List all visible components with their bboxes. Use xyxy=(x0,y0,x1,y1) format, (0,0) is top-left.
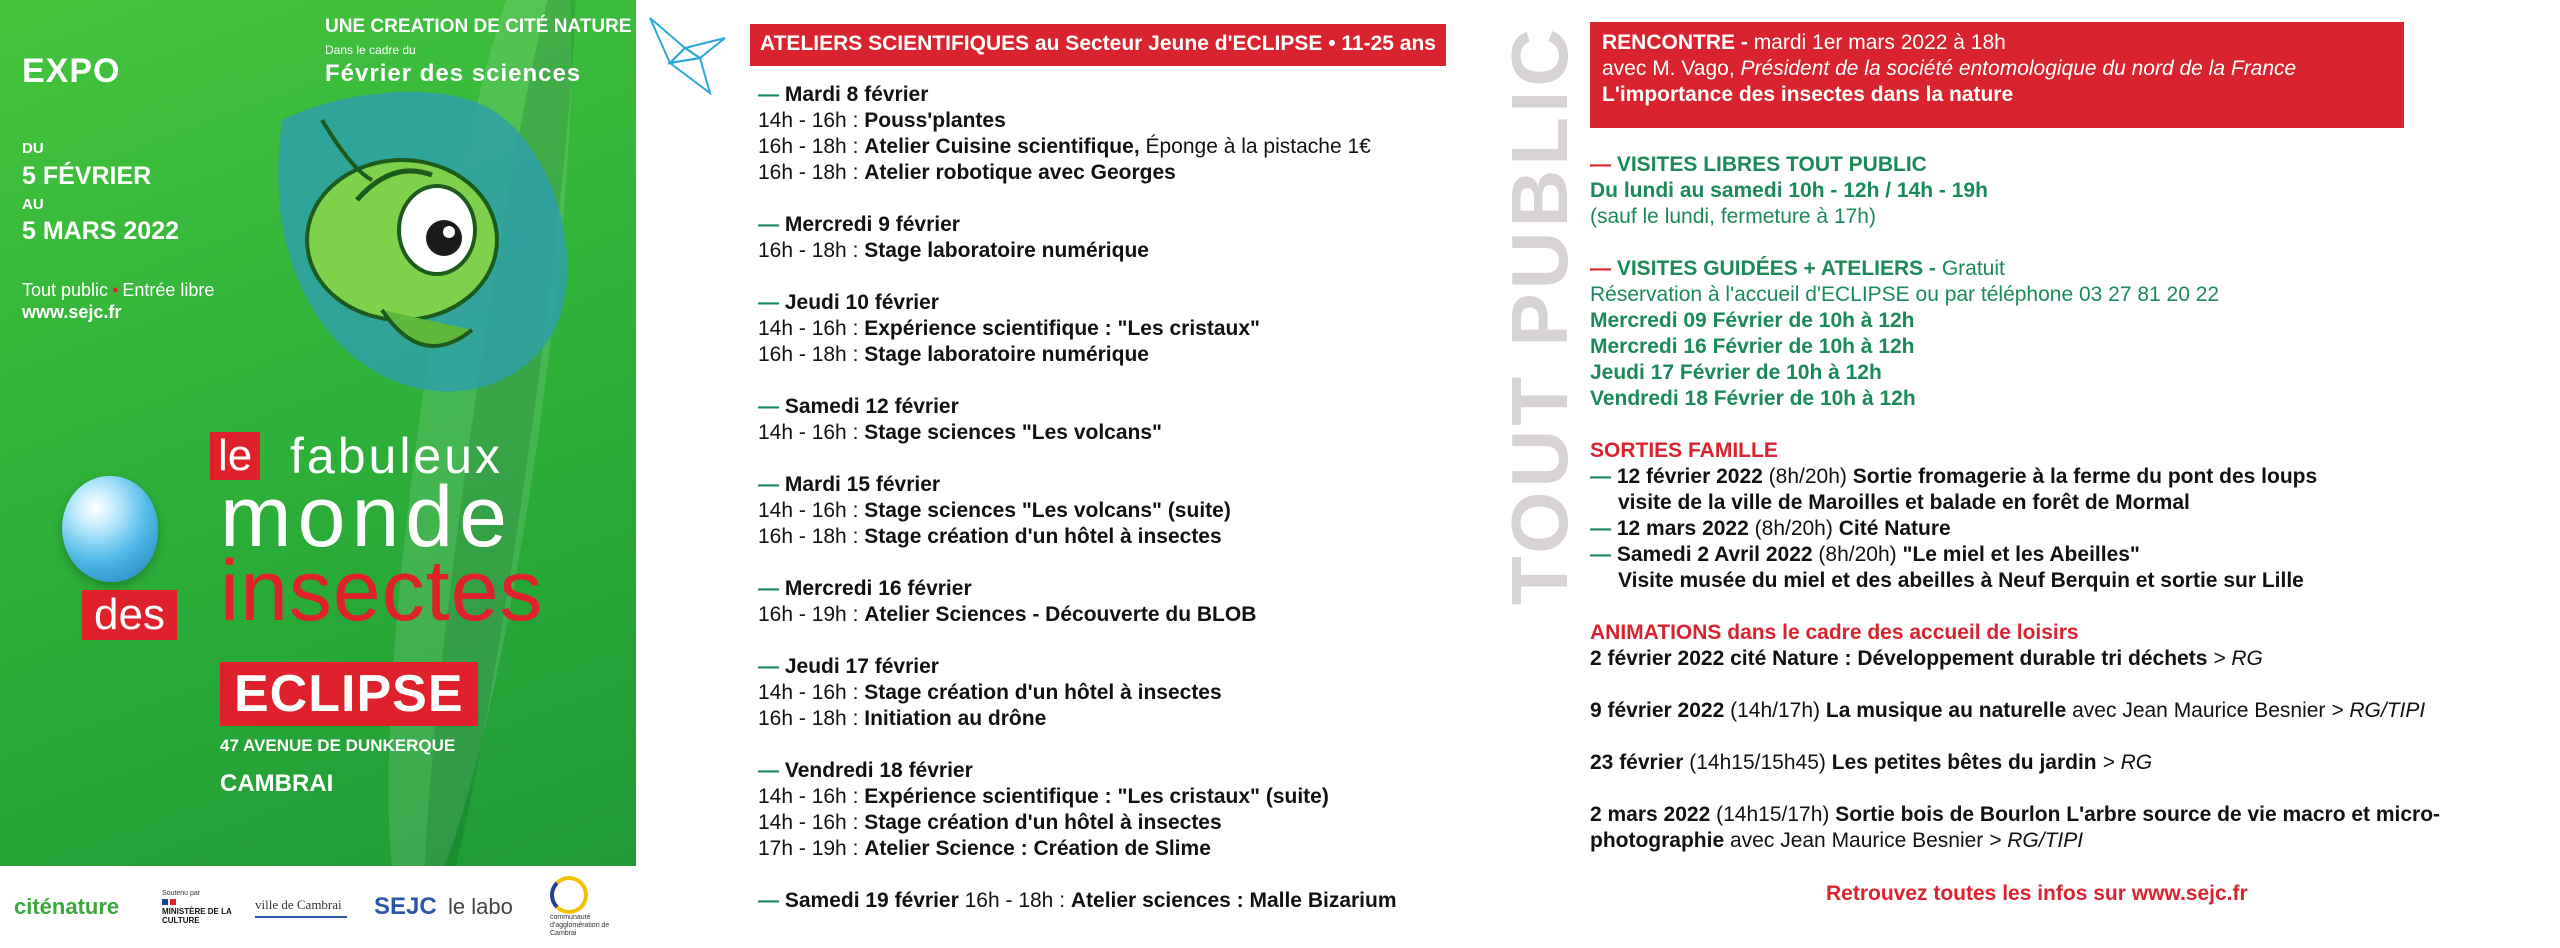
sponsor-logos-strip xyxy=(0,866,636,948)
animations-title: ANIMATIONS dans le cadre des accueil de loisirs xyxy=(1590,621,2079,644)
program-item-time: 14h - 16h : xyxy=(758,317,859,340)
creation-credit: UNE CREATION DE CITÉ NATURE xyxy=(325,16,632,37)
program-item-time: 16h - 18h : xyxy=(758,239,859,262)
animation-with: avec Jean Maurice Besnier xyxy=(2072,699,2326,722)
sortie-label: Sortie fromagerie à la ferme du pont des loups xyxy=(1852,465,2318,488)
rencontre-speaker: avec M. Vago, xyxy=(1602,57,1735,80)
program-item-time: 17h - 19h : xyxy=(758,837,859,860)
sortie-label: Cité Nature xyxy=(1838,517,1951,540)
program-item xyxy=(758,602,1478,628)
audience-label: Tout public xyxy=(22,280,109,300)
venue-address: 47 AVENUE DE DUNKERQUE xyxy=(220,736,456,755)
program-item xyxy=(758,238,1478,264)
visites-libres-title: VISITES LIBRES TOUT PUBLIC xyxy=(1616,153,1927,176)
audience-info xyxy=(22,280,214,301)
program-item-label: Stage création d'un hôtel à insectes xyxy=(864,525,1222,548)
rencontre-subject: L'importance des insectes dans la nature xyxy=(1602,83,2014,106)
animation-date: 2 février 2022 xyxy=(1590,647,1725,670)
program-item-time: 16h - 19h : xyxy=(758,603,859,626)
supported-by-label: Soutenu par xyxy=(162,889,201,897)
program-day-heading xyxy=(758,758,1478,784)
program-item-label: Expérience scientifique : "Les cristaux" (suite) xyxy=(864,785,1329,808)
program-item-time: 14h - 16h : xyxy=(758,681,859,704)
program-day xyxy=(758,394,1478,446)
rencontre-label: RENCONTRE - xyxy=(1602,31,1748,54)
rencontre-date: mardi 1er mars 2022 à 18h xyxy=(1753,31,2006,54)
rencontre-line-1 xyxy=(1602,30,2392,56)
sorties-title: SORTIES FAMILLE xyxy=(1590,439,1778,462)
program-item-label: Atelier sciences : Malle Bizarium xyxy=(1070,889,1397,912)
dash-bullet: — xyxy=(758,395,779,418)
program-item-label: Stage laboratoire numérique xyxy=(864,343,1149,366)
sortie-detail: Visite musée du miel et des abeilles à Neuf Berquin et sortie sur Lille xyxy=(1618,569,2304,592)
animation-item-cont xyxy=(1590,828,2550,854)
program-day xyxy=(758,82,1478,186)
program-item-label: Atelier Sciences - Découverte du BLOB xyxy=(864,603,1257,626)
sejc-logo xyxy=(374,866,437,948)
program-item xyxy=(758,524,1478,550)
animation-date: 9 février 2022 xyxy=(1590,699,1725,722)
program-title-banner: ATELIERS SCIENTIFIQUES au Secteur Jeune d'ECLIPSE • 11-25 ans xyxy=(750,24,1446,66)
program-item-label: Stage sciences "Les volcans" xyxy=(864,421,1162,444)
ministere-culture-logo xyxy=(162,866,232,948)
program-item xyxy=(758,420,1478,446)
grasshopper-mascot-illustration xyxy=(262,80,592,410)
expo-poster xyxy=(0,0,636,866)
dash-bullet: — xyxy=(758,577,779,600)
origami-bird-icon xyxy=(640,8,740,104)
program-item-time: 14h - 16h : xyxy=(758,499,859,522)
vertical-heading-text: TOUT PUBLIC xyxy=(1495,24,1585,606)
program-item-label: Pouss'plantes xyxy=(864,109,1006,132)
visites-guidees-section xyxy=(1590,256,2550,412)
animation-tag: > RG/TIPI xyxy=(1989,829,2084,852)
program-day xyxy=(758,290,1478,368)
sortie-item xyxy=(1590,464,2550,490)
animation-tag: > RG xyxy=(2102,751,2153,774)
sortie-hours: (8h/20h) xyxy=(1768,465,1847,488)
sejc-logo-text: SEJC xyxy=(374,893,437,920)
fevrier-des-sciences-logo: Février des sciences xyxy=(325,60,582,87)
program-day xyxy=(758,654,1478,732)
program-item-time: 16h - 18h : xyxy=(758,525,859,548)
program-day-heading xyxy=(758,394,1478,420)
cite-nature-logo-text: citénature xyxy=(14,894,120,919)
visite-date: Mercredi 16 Février de 10h à 12h xyxy=(1590,335,1915,358)
animation-item xyxy=(1590,750,2550,776)
program-day-title: Mercredi 9 février xyxy=(784,213,960,236)
animation-label: cité Nature : Développement durable tri déchets xyxy=(1730,647,2208,670)
visite-date: Vendredi 18 Février de 10h à 12h xyxy=(1590,387,1916,410)
program-item-label: Atelier Cuisine scientifique, xyxy=(864,135,1140,158)
program-day-title: Mardi 8 février xyxy=(784,83,929,106)
animations-section xyxy=(1590,620,2550,854)
program-day-heading xyxy=(758,82,1478,108)
date-to-label: AU xyxy=(22,196,44,213)
program-item-time: 16h - 18h : xyxy=(758,135,859,158)
program-item-time: 16h - 18h : xyxy=(758,161,859,184)
program-item xyxy=(758,160,1478,186)
program-item-label: Initiation au drône xyxy=(864,707,1047,730)
program-day-heading xyxy=(758,472,1478,498)
program-day-title: Samedi 12 février xyxy=(784,395,959,418)
le-labo-logo xyxy=(448,866,513,948)
program-item-label: Stage sciences "Les volcans" (suite) xyxy=(864,499,1231,522)
communaute-agglomeration-logo xyxy=(550,866,630,948)
animation-hours: (14h15/17h) xyxy=(1716,803,1830,826)
animation-label: photographie xyxy=(1590,829,1725,852)
sorties-famille-section xyxy=(1590,438,2550,594)
visites-guidees-reservation: Réservation à l'accueil d'ECLIPSE ou par téléphone 03 27 81 20 22 xyxy=(1590,283,2220,306)
program-item-time: 14h - 16h : xyxy=(758,811,859,834)
sortie-hours: (8h/20h) xyxy=(1754,517,1833,540)
program-item-time: 14h - 16h : xyxy=(758,109,859,132)
program-day-title: Vendredi 18 février xyxy=(784,759,973,782)
animation-date: 2 mars 2022 xyxy=(1590,803,1711,826)
rencontre-line-2 xyxy=(1602,56,2392,82)
sortie-detail: visite de la ville de Maroilles et balade en forêt de Mormal xyxy=(1618,491,2190,514)
visites-guidees-title: VISITES GUIDÉES + ATELIERS - xyxy=(1616,257,1936,280)
program-item xyxy=(758,784,1478,810)
dash-bullet: — xyxy=(758,759,779,782)
program-item-time: 14h - 16h : xyxy=(758,421,859,444)
program-item xyxy=(758,680,1478,706)
sortie-date: Samedi 2 Avril 2022 xyxy=(1616,543,1813,566)
program-day-title: Mercredi 16 février xyxy=(784,577,972,600)
visites-guidees-heading xyxy=(1590,256,2550,282)
animation-tag: > RG/TIPI xyxy=(2331,699,2426,722)
program-item-label: Stage laboratoire numérique xyxy=(864,239,1149,262)
rencontre-line-3 xyxy=(1602,82,2392,108)
dash-bullet: — xyxy=(758,655,779,678)
separator-dot-icon: • xyxy=(112,280,119,300)
visites-libres-section xyxy=(1590,152,2550,230)
program-item-time: 16h - 18h : xyxy=(758,343,859,366)
dash-bullet: — xyxy=(1590,543,1611,566)
program-item-time: 14h - 16h : xyxy=(758,785,859,808)
program-day-heading xyxy=(758,212,1478,238)
program-item-label: Atelier Science : Création de Slime xyxy=(864,837,1211,860)
program-item-label: Expérience scientifique : "Les cristaux" xyxy=(864,317,1260,340)
visites-libres-note: (sauf le lundi, fermeture à 17h) xyxy=(1590,205,1876,228)
title-fabuleux: fabuleux xyxy=(290,428,504,484)
dash-bullet: — xyxy=(1590,153,1611,176)
program-day xyxy=(758,472,1478,550)
sortie-item xyxy=(1590,516,2550,542)
animation-item xyxy=(1590,698,2550,724)
sortie-item xyxy=(1590,542,2550,568)
visites-libres-hours: Du lundi au samedi 10h - 12h / 14h - 19h xyxy=(1590,179,1988,202)
date-from-label: DU xyxy=(22,140,44,157)
visites-libres-heading xyxy=(1590,152,2550,178)
visites-guidees-price: Gratuit xyxy=(1941,257,2005,280)
program-day-title: Mardi 15 février xyxy=(784,473,941,496)
expo-label: EXPO xyxy=(22,52,121,90)
sortie-date: 12 mars 2022 xyxy=(1616,517,1749,540)
dash-bullet: — xyxy=(758,291,779,314)
ministere-label: MINISTÈRE DE LA CULTURE xyxy=(162,906,232,925)
program-item-label: Stage création d'un hôtel à insectes xyxy=(864,681,1222,704)
entry-label: Entrée libre xyxy=(122,280,215,300)
program-item xyxy=(758,316,1478,342)
french-flag-icon xyxy=(162,899,232,905)
dash-bullet: — xyxy=(758,889,779,912)
title-des: des xyxy=(82,590,177,640)
poster-website: www.sejc.fr xyxy=(22,302,122,322)
animation-label: Sortie bois de Bourlon L'arbre source de vie macro et micro- xyxy=(1835,803,2441,826)
animation-date: 23 février xyxy=(1590,751,1684,774)
le-labo-logo-text: le labo xyxy=(448,894,513,919)
ville-cambrai-logo xyxy=(255,866,347,948)
program-schedule xyxy=(758,82,1478,940)
animation-tag: > RG xyxy=(2213,647,2263,670)
water-drop-icon xyxy=(62,476,158,582)
tout-public-vertical-heading xyxy=(1495,22,1585,608)
cac-logo-text: communauté d'agglomération de Cambrai xyxy=(550,914,610,937)
dash-bullet: — xyxy=(1590,465,1611,488)
title-le: le xyxy=(210,432,260,480)
visite-date: Mercredi 09 Février de 10h à 12h xyxy=(1590,309,1915,332)
sortie-hours: (8h/20h) xyxy=(1818,543,1897,566)
date-end: 5 MARS 2022 xyxy=(22,217,180,245)
animation-label: Les petites bêtes du jardin xyxy=(1831,751,2097,774)
program-item-label: Atelier robotique avec Georges xyxy=(864,161,1176,184)
program-day xyxy=(758,212,1478,264)
program-item-time: 16h - 18h : xyxy=(758,707,859,730)
animation-hours: (14h/17h) xyxy=(1730,699,1821,722)
program-day-heading xyxy=(758,888,1478,914)
program-day-heading xyxy=(758,290,1478,316)
program-item xyxy=(758,836,1478,862)
program-item xyxy=(758,498,1478,524)
animation-item xyxy=(1590,646,2550,672)
animation-hours: (14h15/15h45) xyxy=(1689,751,1826,774)
date-start: 5 FÉVRIER xyxy=(22,162,152,190)
sortie-label: "Le miel et les Abeilles" xyxy=(1902,543,2140,566)
right-column-info xyxy=(1590,152,2550,854)
program-item xyxy=(758,342,1478,368)
title-monde: monde xyxy=(220,469,513,565)
animation-with: avec Jean Maurice Besnier xyxy=(1730,829,1984,852)
dash-bullet: — xyxy=(758,473,779,496)
animation-label: La musique au naturelle xyxy=(1825,699,2067,722)
cac-ring-icon xyxy=(550,876,588,914)
program-day xyxy=(758,758,1478,862)
program-item xyxy=(758,810,1478,836)
program-day-heading xyxy=(758,576,1478,602)
program-day xyxy=(758,888,1478,914)
cite-nature-logo xyxy=(14,866,119,948)
dash-bullet: — xyxy=(758,213,779,236)
cadre-label: Dans le cadre du xyxy=(325,43,416,57)
rencontre-speaker-role: Président de la société entomologique du nord de la France xyxy=(1740,57,2297,80)
program-day xyxy=(758,576,1478,628)
dash-bullet: — xyxy=(1590,517,1611,540)
animation-item xyxy=(1590,802,2550,828)
program-day-title: Jeudi 10 février xyxy=(784,291,939,314)
program-item xyxy=(758,108,1478,134)
title-insectes: insectes xyxy=(220,543,544,639)
program-day-title: Jeudi 17 février xyxy=(784,655,939,678)
cambrai-underline-icon xyxy=(255,916,347,918)
program-item xyxy=(758,706,1478,732)
venue-badge: ECLIPSE xyxy=(220,662,478,726)
footer-website-link[interactable]: Retrouvez toutes les infos sur www.sejc.fr xyxy=(1826,882,2248,905)
program-day-title: Samedi 19 février xyxy=(784,889,959,912)
dash-bullet: — xyxy=(1590,257,1611,280)
rencontre-banner xyxy=(1590,22,2404,128)
venue-city: CAMBRAI xyxy=(220,770,334,797)
cambrai-logo-text: ville de Cambrai xyxy=(255,896,342,912)
sortie-date: 12 février 2022 xyxy=(1616,465,1763,488)
visite-date: Jeudi 17 Février de 10h à 12h xyxy=(1590,361,1882,384)
program-item-extra: Éponge à la pistache 1€ xyxy=(1145,135,1371,158)
program-item xyxy=(758,134,1478,160)
program-day-heading xyxy=(758,654,1478,680)
dash-bullet: — xyxy=(758,83,779,106)
program-item-label: Stage création d'un hôtel à insectes xyxy=(864,811,1222,834)
program-item-time: 16h - 18h : xyxy=(964,889,1066,912)
